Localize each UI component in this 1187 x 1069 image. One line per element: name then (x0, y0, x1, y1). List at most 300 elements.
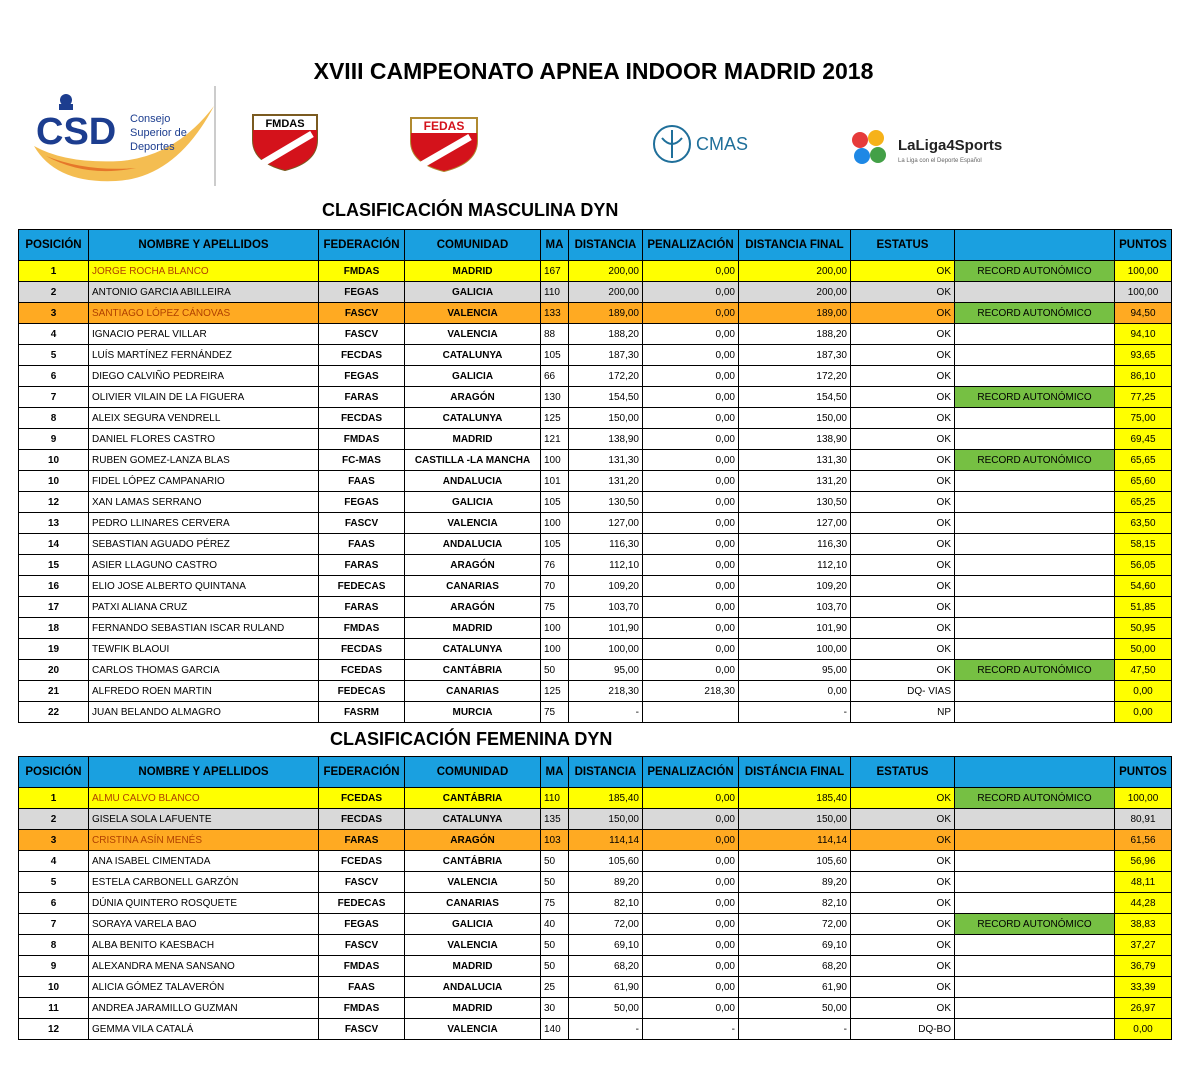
cell-comunidad: VALENCIA (405, 1019, 541, 1040)
cell-penalizacion: - (643, 1019, 739, 1040)
cell-distancia-final: 95,00 (739, 660, 851, 681)
cell-penalizacion: 0,00 (643, 935, 739, 956)
table-row (19, 492, 1172, 513)
cell-name: IGNACIO PERAL VILLAR (89, 324, 319, 345)
cell-puntos: 100,00 (1115, 788, 1172, 809)
col-record (955, 230, 1115, 261)
cell-ma: 40 (541, 914, 569, 935)
cell-estatus: OK (851, 660, 955, 681)
csd-line1: Consejo (130, 113, 171, 125)
cell-ma: 125 (541, 408, 569, 429)
cell-distancia-final: 103,70 (739, 597, 851, 618)
table-row (19, 618, 1172, 639)
cell-estatus: OK (851, 492, 955, 513)
cell-ma: 50 (541, 872, 569, 893)
cell-distancia-final: - (739, 702, 851, 723)
cell-estatus: OK (851, 872, 955, 893)
cell-federacion: FECDAS (319, 809, 405, 830)
cell-distancia: 116,30 (569, 534, 643, 555)
cell-distancia: 105,60 (569, 851, 643, 872)
cell-position: 8 (19, 408, 89, 429)
table-row (19, 660, 1172, 681)
cell-comunidad: MADRID (405, 618, 541, 639)
cell-penalizacion: 0,00 (643, 282, 739, 303)
cell-record: RECORD AUTONÓMICO (955, 387, 1115, 408)
cell-federacion: FCEDAS (319, 851, 405, 872)
table-row (19, 408, 1172, 429)
cell-federacion: FMDAS (319, 618, 405, 639)
cell-estatus: DQ- VIAS (851, 681, 955, 702)
cell-distancia: 72,00 (569, 914, 643, 935)
cell-distancia: 68,20 (569, 956, 643, 977)
col-nombre: NOMBRE Y APELLIDOS (89, 230, 319, 261)
cell-estatus: OK (851, 788, 955, 809)
cell-penalizacion: 0,00 (643, 513, 739, 534)
cell-distancia-final: 200,00 (739, 261, 851, 282)
cell-ma: 167 (541, 261, 569, 282)
cell-puntos: 54,60 (1115, 576, 1172, 597)
cell-federacion: FMDAS (319, 956, 405, 977)
femenina-table (18, 756, 1172, 1040)
fedas-text: FEDAS (423, 119, 465, 133)
cell-position: 6 (19, 893, 89, 914)
cell-ma: 100 (541, 618, 569, 639)
cell-penalizacion: 0,00 (643, 492, 739, 513)
cell-name: ANDREA JARAMILLO GUZMAN (89, 998, 319, 1019)
table-row (19, 893, 1172, 914)
cell-position: 22 (19, 702, 89, 723)
cell-name: ALMU CALVO BLANCO (89, 788, 319, 809)
cell-position: 3 (19, 830, 89, 851)
cell-position: 16 (19, 576, 89, 597)
cell-comunidad: MURCIA (405, 702, 541, 723)
cell-distancia-final: 150,00 (739, 408, 851, 429)
table-row (19, 1019, 1172, 1040)
cell-federacion: FARAS (319, 555, 405, 576)
cell-ma: 121 (541, 429, 569, 450)
cell-estatus: OK (851, 851, 955, 872)
cell-distancia-final: 112,10 (739, 555, 851, 576)
cell-puntos: 80,91 (1115, 809, 1172, 830)
cell-record (955, 893, 1115, 914)
cell-federacion: FAAS (319, 471, 405, 492)
cell-comunidad: CANTÁBRIA (405, 788, 541, 809)
cell-federacion: FARAS (319, 597, 405, 618)
cell-ma: 105 (541, 345, 569, 366)
cell-puntos: 94,50 (1115, 303, 1172, 324)
cell-position: 15 (19, 555, 89, 576)
cell-distancia-final: 189,00 (739, 303, 851, 324)
cell-record (955, 702, 1115, 723)
col-ma: MA (541, 757, 569, 788)
cell-estatus: OK (851, 914, 955, 935)
cell-ma: 135 (541, 809, 569, 830)
cell-position: 14 (19, 534, 89, 555)
masculina-table (18, 229, 1172, 723)
cell-penalizacion: 0,00 (643, 471, 739, 492)
cell-distancia-final: - (739, 1019, 851, 1040)
cell-estatus: OK (851, 387, 955, 408)
cell-federacion: FMDAS (319, 998, 405, 1019)
cell-estatus: OK (851, 366, 955, 387)
cell-record (955, 956, 1115, 977)
cell-puntos: 56,96 (1115, 851, 1172, 872)
cell-record (955, 851, 1115, 872)
cell-puntos: 69,45 (1115, 429, 1172, 450)
table-row (19, 639, 1172, 660)
col-distancia-final: DISTANCIA FINAL (739, 230, 851, 261)
cell-ma: 75 (541, 597, 569, 618)
cell-ma: 133 (541, 303, 569, 324)
cell-penalizacion: 0,00 (643, 429, 739, 450)
cell-ma: 50 (541, 851, 569, 872)
table-row (19, 555, 1172, 576)
col-record (955, 757, 1115, 788)
cell-record (955, 429, 1115, 450)
cell-ma: 88 (541, 324, 569, 345)
cell-record (955, 1019, 1115, 1040)
cell-federacion: FECDAS (319, 345, 405, 366)
cell-name: LUÍS MARTÍNEZ FERNÁNDEZ (89, 345, 319, 366)
table-row (19, 303, 1172, 324)
cell-distancia: 187,30 (569, 345, 643, 366)
cell-federacion: FEGAS (319, 492, 405, 513)
table-row (19, 597, 1172, 618)
cell-record (955, 345, 1115, 366)
cell-distancia: 172,20 (569, 366, 643, 387)
cell-penalizacion: 0,00 (643, 597, 739, 618)
cell-comunidad: VALENCIA (405, 303, 541, 324)
cell-puntos: 44,28 (1115, 893, 1172, 914)
cell-comunidad: CATALUNYA (405, 408, 541, 429)
cell-comunidad: GALICIA (405, 492, 541, 513)
cell-penalizacion: 0,00 (643, 576, 739, 597)
cell-position: 5 (19, 345, 89, 366)
cell-estatus: OK (851, 303, 955, 324)
cell-record (955, 366, 1115, 387)
cell-comunidad: CANTÁBRIA (405, 851, 541, 872)
table-row (19, 387, 1172, 408)
cell-distancia-final: 116,30 (739, 534, 851, 555)
table-row (19, 471, 1172, 492)
cell-comunidad: ARAGÓN (405, 830, 541, 851)
cell-distancia-final: 150,00 (739, 809, 851, 830)
cell-federacion: FAAS (319, 977, 405, 998)
cell-estatus: OK (851, 471, 955, 492)
cell-name: ANTONIO GARCIA ABILLEIRA (89, 282, 319, 303)
cell-estatus: OK (851, 935, 955, 956)
cell-distancia: 150,00 (569, 408, 643, 429)
table-row (19, 282, 1172, 303)
cell-penalizacion: 0,00 (643, 366, 739, 387)
table-row (19, 429, 1172, 450)
cell-name: TEWFIK BLAOUI (89, 639, 319, 660)
csd-logo (26, 86, 216, 186)
cell-distancia: 200,00 (569, 282, 643, 303)
cell-puntos: 37,27 (1115, 935, 1172, 956)
table-row (19, 681, 1172, 702)
cell-comunidad: ARAGÓN (405, 555, 541, 576)
col-distancia: DISTANCIA (569, 230, 643, 261)
cell-distancia: 218,30 (569, 681, 643, 702)
table-row (19, 935, 1172, 956)
cell-federacion: FECDAS (319, 639, 405, 660)
cell-name: GEMMA VILA CATALÁ (89, 1019, 319, 1040)
cell-penalizacion: 0,00 (643, 872, 739, 893)
col-posicion: POSICIÓN (19, 757, 89, 788)
cell-federacion: FMDAS (319, 261, 405, 282)
cell-name: ALBA BENITO KAESBACH (89, 935, 319, 956)
table-row (19, 956, 1172, 977)
cell-record (955, 597, 1115, 618)
cell-record (955, 513, 1115, 534)
cell-distancia-final: 131,30 (739, 450, 851, 471)
table-row (19, 450, 1172, 471)
cell-ma: 105 (541, 534, 569, 555)
cell-puntos: 33,39 (1115, 977, 1172, 998)
col-estatus: ESTATUS (851, 230, 955, 261)
col-distancia-final: DISTÁNCIA FINAL (739, 757, 851, 788)
cell-ma: 103 (541, 830, 569, 851)
cell-comunidad: GALICIA (405, 282, 541, 303)
cell-record: RECORD AUTONÓMICO (955, 914, 1115, 935)
cell-position: 1 (19, 788, 89, 809)
cell-ma: 25 (541, 977, 569, 998)
cell-record (955, 998, 1115, 1019)
col-comunidad: COMUNIDAD (405, 230, 541, 261)
cell-ma: 105 (541, 492, 569, 513)
cell-distancia-final: 82,10 (739, 893, 851, 914)
cell-ma: 110 (541, 282, 569, 303)
cell-record (955, 809, 1115, 830)
cell-puntos: 36,79 (1115, 956, 1172, 977)
cell-federacion: FEDECAS (319, 893, 405, 914)
cell-position: 18 (19, 618, 89, 639)
cell-puntos: 77,25 (1115, 387, 1172, 408)
cell-penalizacion: 0,00 (643, 956, 739, 977)
cell-name: DIEGO CALVIÑO PEDREIRA (89, 366, 319, 387)
cell-position: 7 (19, 387, 89, 408)
cell-position: 12 (19, 492, 89, 513)
cell-penalizacion: 0,00 (643, 977, 739, 998)
cell-ma: 125 (541, 681, 569, 702)
cell-distancia: 185,40 (569, 788, 643, 809)
cell-position: 10 (19, 471, 89, 492)
col-federacion: FEDERACIÓN (319, 757, 405, 788)
cell-puntos: 65,65 (1115, 450, 1172, 471)
table-row (19, 261, 1172, 282)
cell-puntos: 56,05 (1115, 555, 1172, 576)
cell-comunidad: CASTILLA -LA MANCHA (405, 450, 541, 471)
cell-position: 2 (19, 282, 89, 303)
cell-estatus: OK (851, 324, 955, 345)
cell-penalizacion: 0,00 (643, 914, 739, 935)
cell-ma: 100 (541, 513, 569, 534)
cell-distancia-final: 172,20 (739, 366, 851, 387)
cell-estatus: OK (851, 429, 955, 450)
cell-comunidad: CANTÁBRIA (405, 660, 541, 681)
cell-name: PATXI ALIANA CRUZ (89, 597, 319, 618)
table-row (19, 576, 1172, 597)
cell-estatus: OK (851, 534, 955, 555)
col-estatus: ESTATUS (851, 757, 955, 788)
cell-distancia-final: 0,00 (739, 681, 851, 702)
cell-penalizacion: 0,00 (643, 534, 739, 555)
cell-record (955, 935, 1115, 956)
fmdas-logo (250, 112, 320, 172)
cell-estatus: OK (851, 809, 955, 830)
cell-name: ANA ISABEL CIMENTADA (89, 851, 319, 872)
cell-name: FERNANDO SEBASTIAN ISCAR RULAND (89, 618, 319, 639)
cell-name: ESTELA CARBONELL GARZÓN (89, 872, 319, 893)
cell-penalizacion: 0,00 (643, 450, 739, 471)
cell-estatus: OK (851, 261, 955, 282)
cell-distancia: 109,20 (569, 576, 643, 597)
cell-distancia: 138,90 (569, 429, 643, 450)
cell-distancia: 82,10 (569, 893, 643, 914)
cell-penalizacion: 0,00 (643, 261, 739, 282)
cell-penalizacion (643, 702, 739, 723)
laliga-logo (850, 128, 1040, 170)
cmas-logo (650, 122, 770, 166)
cell-ma: 140 (541, 1019, 569, 1040)
page-title: XVIII CAMPEONATO APNEA INDOOR MADRID 2018 (313, 58, 874, 84)
col-penalizacion: PENALIZACIÓN (643, 757, 739, 788)
cell-federacion: FCEDAS (319, 788, 405, 809)
cell-distancia: - (569, 1019, 643, 1040)
cell-position: 13 (19, 513, 89, 534)
header-row (19, 757, 1172, 788)
cell-position: 5 (19, 872, 89, 893)
cell-position: 9 (19, 429, 89, 450)
cell-ma: 76 (541, 555, 569, 576)
cell-name: SEBASTIAN AGUADO PÉREZ (89, 534, 319, 555)
cell-distancia: 100,00 (569, 639, 643, 660)
table-row (19, 914, 1172, 935)
cell-comunidad: CATALUNYA (405, 639, 541, 660)
col-federacion: FEDERACIÓN (319, 230, 405, 261)
cell-puntos: 94,10 (1115, 324, 1172, 345)
table-row (19, 977, 1172, 998)
cell-estatus: OK (851, 956, 955, 977)
cell-ma: 75 (541, 702, 569, 723)
cell-comunidad: ANDALUCIA (405, 471, 541, 492)
cell-comunidad: GALICIA (405, 914, 541, 935)
cell-distancia: 103,70 (569, 597, 643, 618)
cell-distancia-final: 188,20 (739, 324, 851, 345)
cell-distancia: 61,90 (569, 977, 643, 998)
cell-comunidad: VALENCIA (405, 324, 541, 345)
cell-estatus: OK (851, 513, 955, 534)
cell-record (955, 576, 1115, 597)
col-puntos: PUNTOS (1115, 757, 1172, 788)
table-row (19, 872, 1172, 893)
table-row (19, 513, 1172, 534)
cell-name: ELIO JOSE ALBERTO QUINTANA (89, 576, 319, 597)
cell-position: 11 (19, 998, 89, 1019)
table-row (19, 851, 1172, 872)
cell-ma: 101 (541, 471, 569, 492)
cell-distancia-final: 100,00 (739, 639, 851, 660)
cell-comunidad: ANDALUCIA (405, 977, 541, 998)
cell-comunidad: VALENCIA (405, 935, 541, 956)
cell-federacion: FEGAS (319, 366, 405, 387)
cell-puntos: 0,00 (1115, 1019, 1172, 1040)
cell-name: ALEXANDRA MENA SANSANO (89, 956, 319, 977)
cell-distancia-final: 130,50 (739, 492, 851, 513)
cell-puntos: 50,95 (1115, 618, 1172, 639)
cell-position: 2 (19, 809, 89, 830)
cell-puntos: 75,00 (1115, 408, 1172, 429)
cell-name: ALEIX SEGURA VENDRELL (89, 408, 319, 429)
femenina-title: CLASIFICACIÓN FEMENINA DYN (330, 729, 613, 749)
cell-comunidad: ARAGÓN (405, 597, 541, 618)
cell-name: ASIER LLAGUNO CASTRO (89, 555, 319, 576)
cell-position: 10 (19, 450, 89, 471)
table-row (19, 788, 1172, 809)
cell-record (955, 639, 1115, 660)
cell-federacion: FEGAS (319, 914, 405, 935)
cell-federacion: FASCV (319, 935, 405, 956)
cell-distancia-final: 61,90 (739, 977, 851, 998)
cell-distancia-final: 109,20 (739, 576, 851, 597)
cell-estatus: OK (851, 408, 955, 429)
cell-position: 10 (19, 977, 89, 998)
csd-line3: Deportes (130, 141, 175, 153)
cell-penalizacion: 0,00 (643, 851, 739, 872)
cell-federacion: FCEDAS (319, 660, 405, 681)
cell-comunidad: MADRID (405, 998, 541, 1019)
cell-estatus: OK (851, 639, 955, 660)
cell-ma: 30 (541, 998, 569, 1019)
cell-ma: 75 (541, 893, 569, 914)
cell-name: ALICIA GÓMEZ TALAVERÓN (89, 977, 319, 998)
cell-comunidad: CANARIAS (405, 681, 541, 702)
cell-position: 1 (19, 261, 89, 282)
cell-federacion: FARAS (319, 830, 405, 851)
cell-distancia-final: 187,30 (739, 345, 851, 366)
cell-record (955, 324, 1115, 345)
cell-name: JUAN BELANDO ALMAGRO (89, 702, 319, 723)
cell-puntos: 100,00 (1115, 261, 1172, 282)
cell-record: RECORD AUTONÓMICO (955, 788, 1115, 809)
cell-name: CARLOS THOMAS GARCIA (89, 660, 319, 681)
cell-distancia-final: 200,00 (739, 282, 851, 303)
cell-federacion: FAAS (319, 534, 405, 555)
cell-estatus: OK (851, 998, 955, 1019)
cell-federacion: FMDAS (319, 429, 405, 450)
cell-distancia-final: 154,50 (739, 387, 851, 408)
col-posicion: POSICIÓN (19, 230, 89, 261)
col-comunidad: COMUNIDAD (405, 757, 541, 788)
cell-ma: 100 (541, 639, 569, 660)
cell-penalizacion: 0,00 (643, 408, 739, 429)
cell-federacion: FASCV (319, 303, 405, 324)
cell-federacion: FEDECAS (319, 576, 405, 597)
cell-puntos: 61,56 (1115, 830, 1172, 851)
cell-distancia: 114,14 (569, 830, 643, 851)
cell-record (955, 830, 1115, 851)
cell-record: RECORD AUTONÓMICO (955, 261, 1115, 282)
laliga-tagline: La Liga con el Deporte Español (898, 158, 982, 164)
col-puntos: PUNTOS (1115, 230, 1172, 261)
cell-position: 6 (19, 366, 89, 387)
col-nombre: NOMBRE Y APELLIDOS (89, 757, 319, 788)
cell-name: GISELA SOLA LAFUENTE (89, 809, 319, 830)
cell-distancia-final: 101,90 (739, 618, 851, 639)
cell-penalizacion: 0,00 (643, 788, 739, 809)
cell-distancia: 112,10 (569, 555, 643, 576)
